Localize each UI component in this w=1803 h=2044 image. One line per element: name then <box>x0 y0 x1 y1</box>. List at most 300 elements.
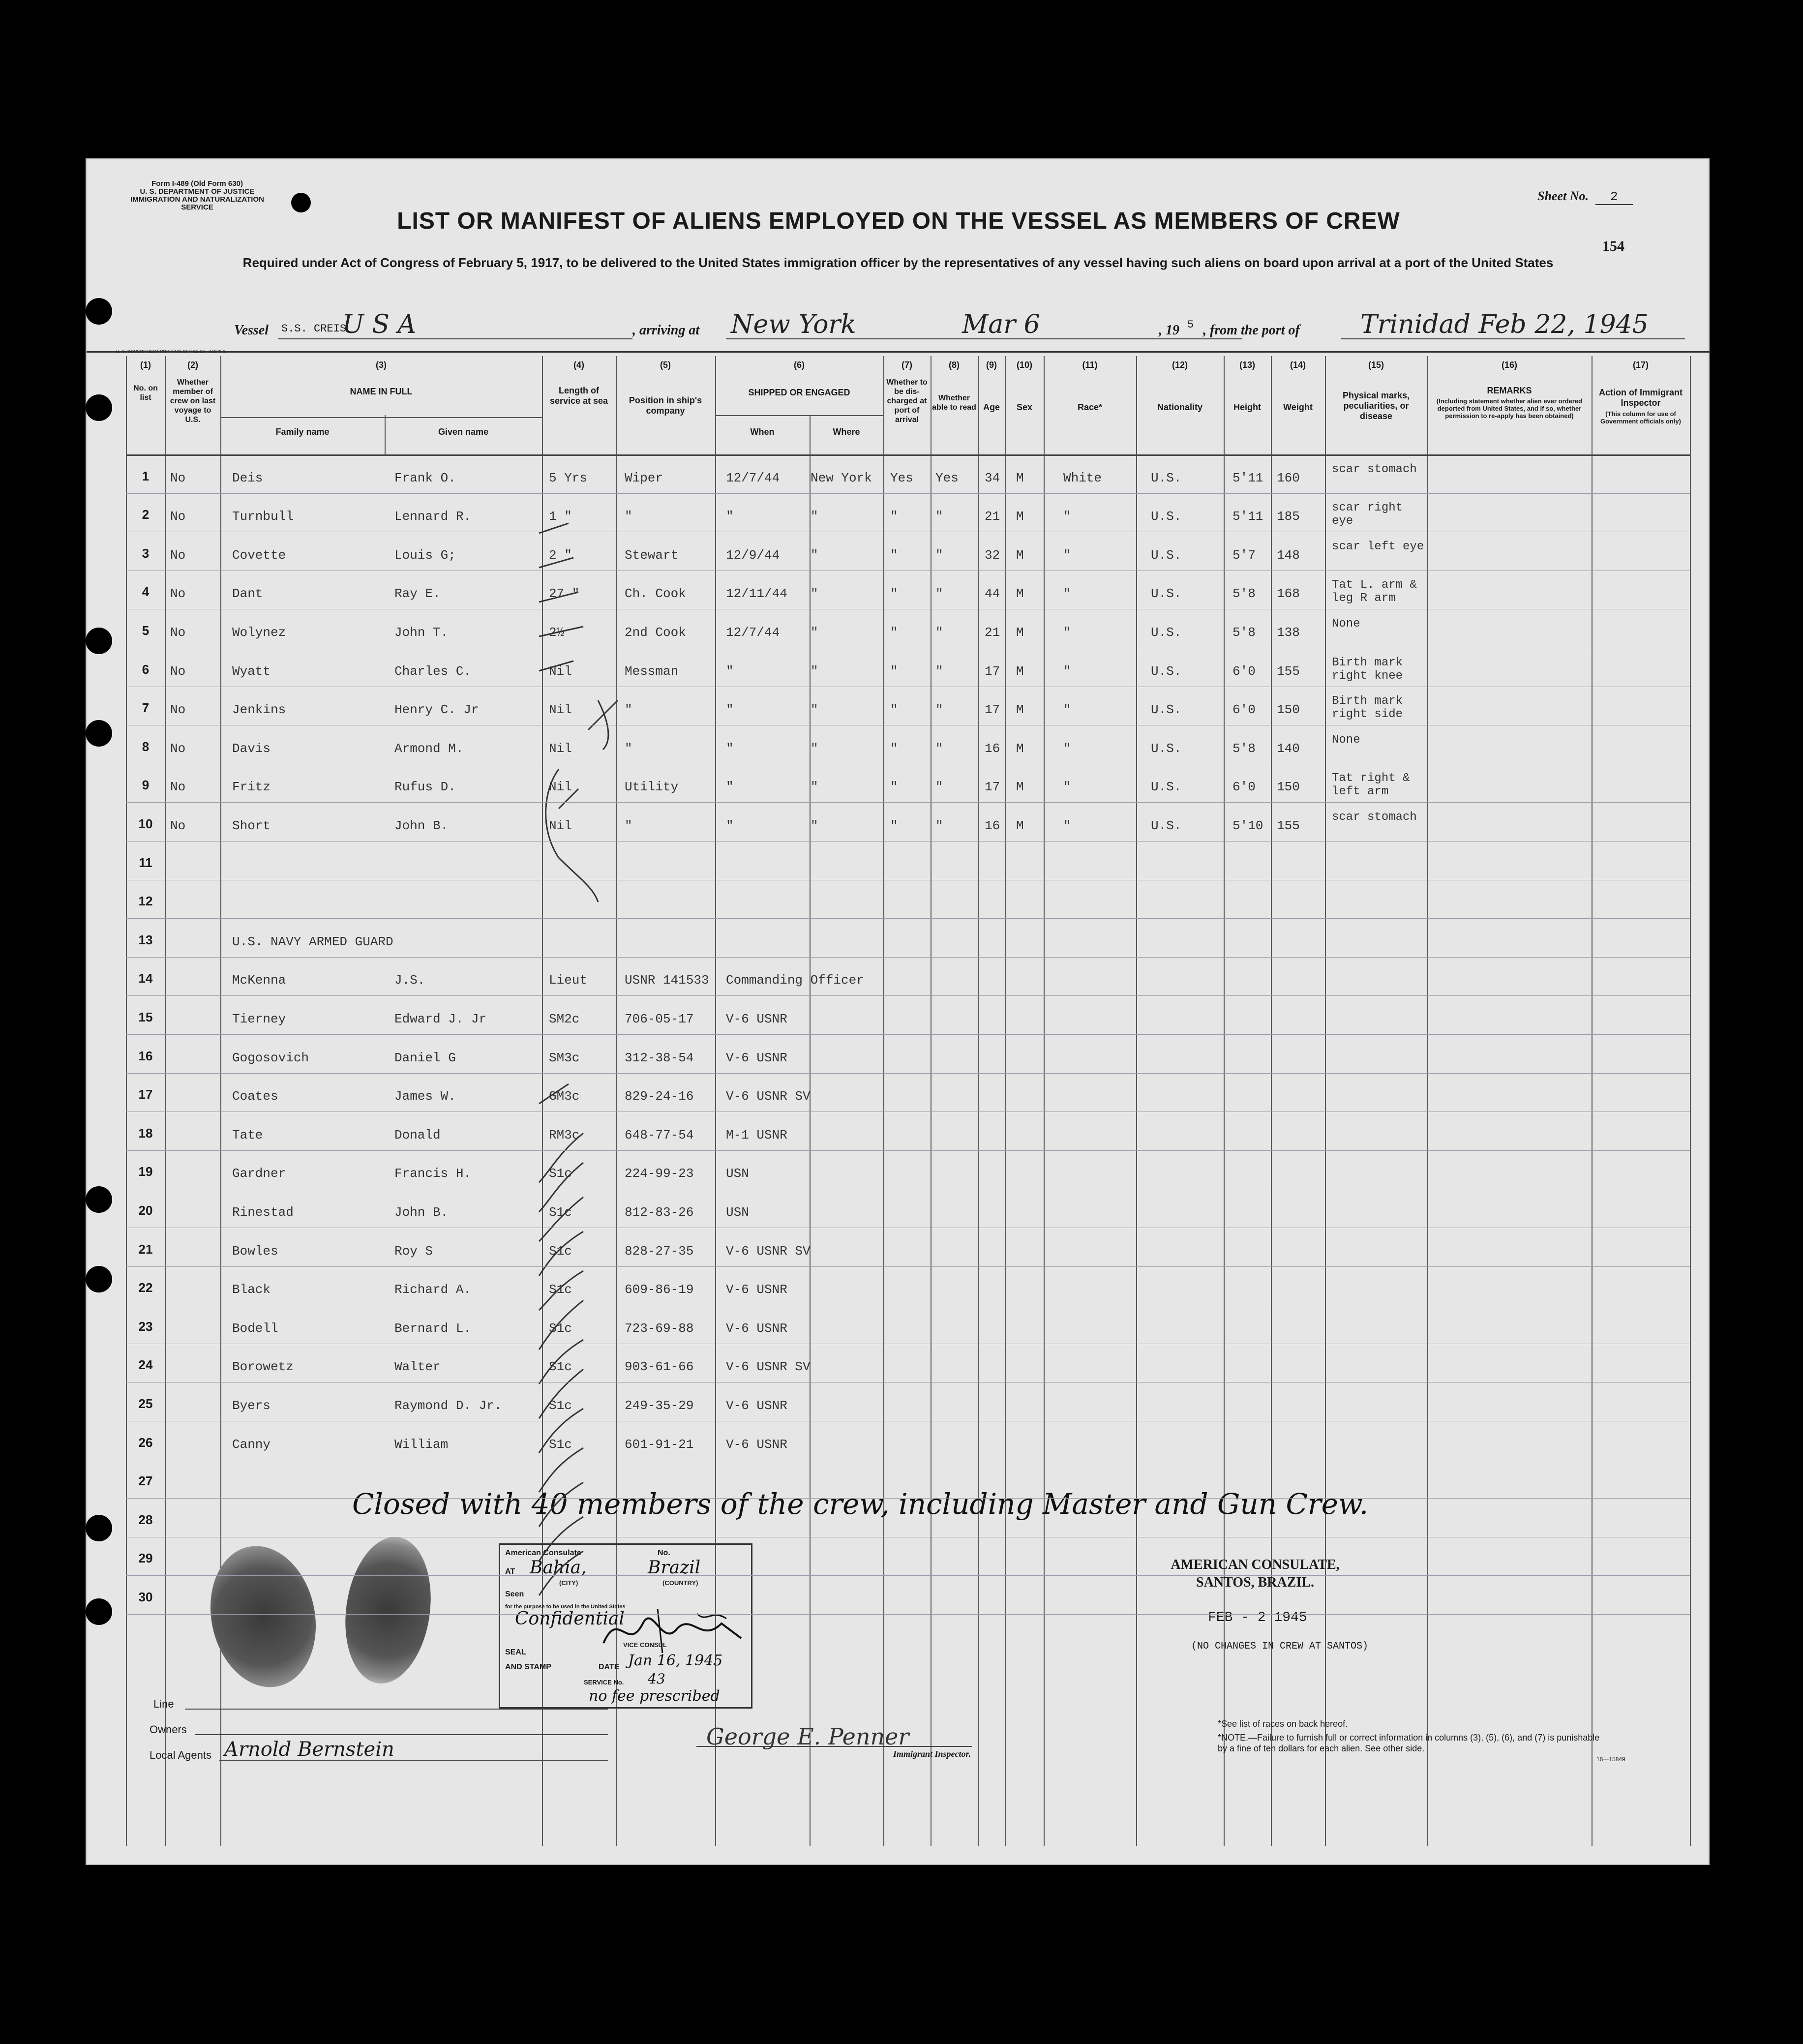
guard-rank: GM3c <box>549 1089 580 1104</box>
col-16-note: (Including statement whether alien ever ordered deported from United States, and if so, whether permission to re-apply has been obtained) <box>1436 397 1583 420</box>
guard-given: Roy S <box>394 1243 433 1259</box>
vessel-handwritten: U S A <box>342 310 417 339</box>
cell-family: Wyatt <box>232 663 271 679</box>
row-rule <box>126 1034 1690 1035</box>
row-rule <box>126 957 1690 958</box>
cell-family: Deis <box>232 470 263 485</box>
cell-age: 17 <box>985 780 1000 795</box>
cell-nat: U.S. <box>1151 509 1182 524</box>
row-rule <box>126 841 1690 842</box>
cell-family: Wolynez <box>232 625 286 640</box>
cell-last: No <box>170 586 186 601</box>
row-number: 26 <box>138 1435 153 1450</box>
cell-nat: U.S. <box>1151 663 1182 679</box>
guard-family: Canny <box>232 1437 271 1452</box>
punch-hole <box>86 298 112 325</box>
from-port: Trinidad Feb 22, 1945 <box>1360 310 1649 339</box>
cell-race: " <box>1063 780 1071 795</box>
cell-when: " <box>726 741 734 756</box>
row-rule <box>126 1614 1690 1615</box>
cell-marks: Birth mark right knee <box>1332 656 1403 683</box>
cell-age: 16 <box>985 818 1000 833</box>
cell-position: " <box>625 741 632 756</box>
row-number: 1 <box>142 468 150 483</box>
embossed-seal <box>198 1536 329 1697</box>
inspector-label: Immigrant Inspector. <box>893 1749 971 1759</box>
cell-age: 21 <box>985 625 1000 640</box>
owners-label: Owners <box>150 1723 187 1736</box>
cell-race: White <box>1063 470 1102 485</box>
cell-service: 1 " <box>549 509 572 524</box>
cell-service: 2 " <box>549 547 572 563</box>
guard-unit: V-6 USNR SV <box>726 1089 811 1104</box>
guard-family: Bodell <box>232 1321 278 1336</box>
row-number: 2 <box>142 507 150 522</box>
cell-last: No <box>170 470 186 485</box>
row-number: 13 <box>138 932 153 947</box>
col-13-header: Height <box>1233 402 1261 412</box>
col-17-note: (This column for use of Government officials only) <box>1600 410 1681 425</box>
col-6-header: SHIPPED OR ENGAGED <box>748 388 850 397</box>
vessel-label: Vessel <box>234 323 269 338</box>
col-1-header: No. on list <box>133 384 158 402</box>
cell-disch: " <box>890 625 898 640</box>
guard-rank: S1c <box>549 1166 572 1181</box>
cell-service: 27 " <box>549 586 580 601</box>
cell-given: Frank O. <box>394 470 456 485</box>
manifest-sheet <box>86 158 1710 1865</box>
cell-sex: M <box>1016 625 1024 640</box>
row-number: 14 <box>138 971 153 986</box>
cell-family: Covette <box>232 547 286 563</box>
col-11-header: Race* <box>1077 402 1103 412</box>
guard-family: Bowles <box>232 1243 278 1259</box>
guard-unit: V-6 USNR SV <box>726 1359 811 1375</box>
punch-hole <box>86 720 112 747</box>
guard-rank: S1c <box>549 1321 572 1336</box>
row-number: 3 <box>142 545 150 561</box>
cell-weight: 150 <box>1277 780 1300 795</box>
cell-service: Nil <box>549 818 572 833</box>
cell-family: Turnbull <box>232 509 294 524</box>
guard-given: Richard A. <box>394 1282 472 1297</box>
cell-nat: U.S. <box>1151 470 1182 485</box>
vessel-line <box>234 310 1690 341</box>
cell-family: Short <box>232 818 271 833</box>
cell-weight: 150 <box>1277 702 1300 718</box>
cell-where: " <box>811 509 818 524</box>
agents-value: Arnold Bernstein <box>224 1738 394 1761</box>
cell-last: No <box>170 818 186 833</box>
cell-sex: M <box>1016 741 1024 756</box>
row-rule <box>126 995 1690 996</box>
guard-number: 903-61-66 <box>625 1359 694 1375</box>
cell-service: 5 Yrs <box>549 470 588 485</box>
cell-disch: " <box>890 547 898 563</box>
consular-stamp: American Consulate No. AT Bahia, Brazil (CITY) (COUNTRY) Seen for the purpose to be used in the United States Confidential VICE CONSUL SEAL AND STAMP DATE Jan 16, 1945 SERVICE No. 43 no fee prescribed <box>499 1543 752 1709</box>
guard-given: Walter <box>394 1359 441 1375</box>
row-number: 18 <box>138 1125 153 1141</box>
cell-where: " <box>811 702 818 718</box>
cell-when: 12/9/44 <box>726 547 780 563</box>
cell-read: " <box>935 586 943 601</box>
col-4-number: (4) <box>573 360 584 370</box>
row-number: 27 <box>138 1473 153 1489</box>
inspector-signature: George E. Penner <box>706 1723 909 1750</box>
cell-height: 5'8 <box>1232 741 1256 756</box>
cell-last: No <box>170 780 186 795</box>
penalty-note: *NOTE.—Failure to furnish full or correct information in columns (3), (5), (6), and (7) is punishable by a fine of ten dollars for each alien. See other side. <box>1218 1733 1600 1753</box>
cell-position: Messman <box>625 663 679 679</box>
guard-given: Bernard L. <box>394 1321 472 1336</box>
cell-when: " <box>726 818 734 833</box>
row-number: 10 <box>138 816 153 831</box>
races-note: *See list of races on back hereof. <box>1218 1719 1348 1729</box>
cell-sex: M <box>1016 470 1024 485</box>
cell-when: 12/7/44 <box>726 625 780 640</box>
cell-sex: M <box>1016 586 1024 601</box>
guard-rank: SM3c <box>549 1050 580 1065</box>
cell-read: Yes <box>935 470 959 485</box>
col-12-header: Nationality <box>1157 402 1202 412</box>
form-number: 16—15849 <box>1596 1756 1625 1763</box>
santos-date: FEB - 2 1945 <box>1208 1610 1307 1625</box>
cell-disch: " <box>890 780 898 795</box>
guard-number: 812-83-26 <box>625 1205 694 1220</box>
punch-hole <box>86 1186 112 1213</box>
printer-note: U. S. GOVERNMENT PRINTING OFFICE 16—15849-1 <box>116 349 226 354</box>
cell-last: No <box>170 547 186 563</box>
row-number: 9 <box>142 778 150 793</box>
guard-rank: S1c <box>549 1359 572 1375</box>
cell-where: New York <box>811 470 872 485</box>
cell-last: No <box>170 741 186 756</box>
cell-nat: U.S. <box>1151 586 1182 601</box>
cell-nat: U.S. <box>1151 780 1182 795</box>
cell-when: " <box>726 509 734 524</box>
guard-family: Byers <box>232 1398 271 1413</box>
guard-unit: M-1 USNR <box>726 1127 787 1142</box>
cell-marks: Tat right & left arm <box>1332 772 1410 799</box>
col-2-number: (2) <box>187 360 198 370</box>
guard-given: James W. <box>394 1089 456 1104</box>
guard-unit: Commanding Officer <box>726 973 864 988</box>
cell-marks: scar stomach <box>1332 462 1417 476</box>
cell-service: Nil <box>549 741 572 756</box>
cell-weight: 148 <box>1277 547 1300 563</box>
row-number: 23 <box>138 1319 153 1334</box>
col-9-header: Age <box>983 402 1000 412</box>
guard-family: Gogosovich <box>232 1050 309 1065</box>
cell-position: Ch. Cook <box>625 586 686 601</box>
cell-when: 12/7/44 <box>726 470 780 485</box>
cell-nat: U.S. <box>1151 741 1182 756</box>
cell-sex: M <box>1016 702 1024 718</box>
guard-rank: S1c <box>549 1243 572 1259</box>
cell-family: Jenkins <box>232 702 286 718</box>
guard-family: McKenna <box>232 973 286 988</box>
guard-rank: RM3c <box>549 1127 580 1142</box>
col-12-number: (12) <box>1172 360 1188 370</box>
cell-race: " <box>1063 663 1071 679</box>
punch-hole <box>86 1598 112 1625</box>
col-6-number: (6) <box>794 360 805 370</box>
guard-given: Edward J. Jr <box>394 1012 487 1026</box>
sheet-number: Sheet No. 2 <box>1537 189 1633 204</box>
cell-read: " <box>935 663 943 679</box>
guard-unit: V-6 USNR <box>726 1437 787 1452</box>
row-number: 19 <box>138 1164 153 1179</box>
guard-number: 249-35-29 <box>625 1398 694 1413</box>
cell-given: Rufus D. <box>394 780 456 795</box>
cell-read: " <box>935 741 943 756</box>
cell-position: " <box>625 509 632 524</box>
cell-where: " <box>811 818 818 833</box>
col-17-header: Action of Immigrant Inspector <box>1599 388 1683 408</box>
cell-race: " <box>1063 625 1071 640</box>
cell-nat: U.S. <box>1151 702 1182 718</box>
cell-when: " <box>726 663 734 679</box>
closing-note: Closed with 40 members of the crew, including Master and Gun Crew. <box>352 1487 1369 1521</box>
cell-height: 5'10 <box>1232 818 1263 833</box>
cell-read: " <box>935 625 943 640</box>
cell-where: " <box>811 780 818 795</box>
col-5-number: (5) <box>660 360 671 370</box>
cell-given: Louis G; <box>394 547 456 563</box>
cell-height: 6'0 <box>1232 702 1256 718</box>
cell-read: " <box>935 509 943 524</box>
cell-given: Lennard R. <box>394 509 472 524</box>
col-13-number: (13) <box>1239 360 1255 370</box>
row-rule <box>126 1073 1690 1074</box>
cell-weight: 185 <box>1277 509 1300 524</box>
row-rule <box>126 1498 1690 1499</box>
guard-given: Donald <box>394 1127 441 1142</box>
guard-number: 601-91-21 <box>625 1437 694 1452</box>
cell-weight: 138 <box>1277 625 1300 640</box>
row-number: 15 <box>138 1010 153 1024</box>
cell-when: " <box>726 702 734 718</box>
guard-given: Francis H. <box>394 1166 472 1181</box>
cell-disch: " <box>890 702 898 718</box>
col-3-number: (3) <box>376 360 387 370</box>
col-5-header: Position in ship's company <box>629 395 702 416</box>
row-number: 4 <box>142 584 150 600</box>
row-number: 28 <box>138 1512 153 1527</box>
guard-unit: V-6 USNR SV <box>726 1243 811 1259</box>
cell-where: " <box>811 547 818 563</box>
row-number: 16 <box>138 1048 153 1063</box>
col-10-number: (10) <box>1016 360 1032 370</box>
cell-age: 16 <box>985 741 1000 756</box>
guard-number: 312-38-54 <box>625 1050 694 1065</box>
line-label: Line <box>153 1698 174 1710</box>
cell-disch: Yes <box>890 470 913 485</box>
cell-service: Nil <box>549 780 572 795</box>
cell-given: Henry C. Jr <box>394 702 479 718</box>
cell-sex: M <box>1016 663 1024 679</box>
row-number: 24 <box>138 1357 153 1373</box>
cell-position: " <box>625 818 632 833</box>
col-7-header: Whether to be dis-charged at port of arrival <box>886 378 928 424</box>
guard-rank: S1c <box>549 1437 572 1452</box>
cell-height: 5'11 <box>1232 509 1263 524</box>
cell-marks: scar left eye <box>1332 540 1424 553</box>
guard-number: 706-05-17 <box>625 1012 694 1026</box>
cell-marks: None <box>1332 617 1360 631</box>
cell-service: Nil <box>549 702 572 718</box>
row-number: 12 <box>138 894 153 909</box>
cell-last: No <box>170 663 186 679</box>
cell-position: Stewart <box>625 547 679 563</box>
guard-family: Rinestad <box>232 1205 294 1220</box>
cell-disch: " <box>890 663 898 679</box>
cell-position: Wiper <box>625 470 663 485</box>
guard-family: Coates <box>232 1089 278 1104</box>
guard-unit: USN <box>726 1205 749 1220</box>
row-number: 30 <box>138 1590 153 1604</box>
col-16-header: REMARKS <box>1487 386 1532 395</box>
row-number: 17 <box>138 1087 153 1102</box>
row-number: 8 <box>142 739 150 754</box>
cell-position: " <box>625 702 632 718</box>
row-number: 6 <box>142 661 150 677</box>
row-number: 21 <box>138 1241 153 1257</box>
guard-number: 648-77-54 <box>625 1127 694 1142</box>
cell-nat: U.S. <box>1151 818 1182 833</box>
cell-where: " <box>811 741 818 756</box>
row-rule <box>126 802 1690 803</box>
form-reference: Form I-489 (Old Form 630) U. S. DEPARTMENT OF JUSTICE IMMIGRATION AND NATURALIZATION SERVICE <box>130 180 264 211</box>
from-label: , from the port of <box>1203 323 1300 338</box>
row-rule <box>126 1575 1690 1576</box>
santos-note: (NO CHANGES IN CREW AT SANTOS) <box>1191 1641 1369 1652</box>
agents-label: Local Agents <box>150 1749 211 1761</box>
punch-hole <box>86 1515 112 1541</box>
header-rule <box>87 351 1711 353</box>
cell-sex: M <box>1016 547 1024 563</box>
embossed-seal <box>336 1532 440 1689</box>
guard-number: 224-99-23 <box>625 1166 694 1181</box>
guard-number: 609-86-19 <box>625 1282 694 1297</box>
punch-hole <box>86 1266 112 1293</box>
cell-service: Nil <box>549 663 572 679</box>
cell-family: Davis <box>232 741 271 756</box>
cell-family: Dant <box>232 586 263 601</box>
cell-disch: " <box>890 509 898 524</box>
cell-position: 2nd Cook <box>625 625 686 640</box>
col-6-where: Where <box>833 427 860 437</box>
guard-unit: V-6 USNR <box>726 1282 787 1297</box>
col-7-number: (7) <box>902 360 912 370</box>
document-title: LIST OR MANIFEST OF ALIENS EMPLOYED ON THE VESSEL AS MEMBERS OF CREW <box>397 208 1400 234</box>
col-14-header: Weight <box>1283 402 1313 412</box>
cell-age: 17 <box>985 702 1000 718</box>
cell-age: 21 <box>985 509 1000 524</box>
cell-age: 34 <box>985 470 1000 485</box>
cell-age: 32 <box>985 547 1000 563</box>
cell-given: John B. <box>394 818 449 833</box>
cell-where: " <box>811 586 818 601</box>
row-number: 29 <box>138 1551 153 1566</box>
cell-nat: U.S. <box>1151 625 1182 640</box>
col-8-header: Whether able to read <box>932 394 976 412</box>
cell-height: 5'7 <box>1232 547 1256 563</box>
cell-height: 5'8 <box>1232 625 1256 640</box>
cell-sex: M <box>1016 818 1024 833</box>
arrival-date: Mar 6 <box>962 310 1040 339</box>
guard-given: Raymond D. Jr. <box>394 1398 502 1413</box>
guard-given: J.S. <box>394 973 425 988</box>
row-rule <box>126 1266 1690 1267</box>
cell-nat: U.S. <box>1151 547 1182 563</box>
cell-race: " <box>1063 509 1071 524</box>
guard-number: USNR 141533 <box>625 973 709 988</box>
cell-marks: None <box>1332 733 1360 747</box>
cell-last: No <box>170 702 186 718</box>
guard-number: 828-27-35 <box>625 1243 694 1259</box>
cell-when: " <box>726 780 734 795</box>
cell-height: 5'8 <box>1232 586 1256 601</box>
cell-position: Utility <box>625 780 679 795</box>
cell-race: " <box>1063 818 1071 833</box>
cell-marks: scar right eye <box>1332 501 1403 528</box>
row-number: 25 <box>138 1396 153 1411</box>
cell-disch: " <box>890 818 898 833</box>
col-9-number: (9) <box>986 360 997 370</box>
guard-given: John B. <box>394 1205 449 1220</box>
cell-weight: 168 <box>1277 586 1300 601</box>
cell-given: Charles C. <box>394 663 472 679</box>
row-rule <box>126 1382 1690 1383</box>
guard-family: Tierney <box>232 1012 286 1026</box>
cell-height: 6'0 <box>1232 780 1256 795</box>
col-15-number: (15) <box>1368 360 1384 370</box>
cell-read: " <box>935 702 943 718</box>
cell-race: " <box>1063 741 1071 756</box>
cell-where: " <box>811 625 818 640</box>
cell-marks: Birth mark right side <box>1332 694 1403 721</box>
year-value: 5 <box>1187 319 1194 331</box>
cell-last: No <box>170 625 186 640</box>
col-11-number: (11) <box>1082 360 1098 370</box>
col-6-when: When <box>750 427 775 437</box>
guard-family: Gardner <box>232 1166 286 1181</box>
row-number: 5 <box>142 623 150 638</box>
guard-family: Black <box>232 1282 271 1297</box>
col-4-header: Length of service at sea <box>549 386 608 406</box>
row-number: 11 <box>139 855 152 870</box>
col-15-header: Physical marks, peculiarities, or disease <box>1342 391 1410 421</box>
cell-height: 6'0 <box>1232 663 1256 679</box>
cell-read: " <box>935 547 943 563</box>
cell-weight: 155 <box>1277 663 1300 679</box>
santos-consulate: AMERICAN CONSULATE, SANTOS, BRAZIL. <box>1171 1557 1340 1590</box>
vessel-typed: S.S. CREIS <box>281 323 347 335</box>
guard-rank: S1c <box>549 1398 572 1413</box>
guard-number: 723-69-88 <box>625 1321 694 1336</box>
year-prefix: , 19 <box>1159 323 1179 338</box>
col-14-number: (14) <box>1290 360 1306 370</box>
row-rule <box>126 493 1690 494</box>
guard-number: 829-24-16 <box>625 1089 694 1104</box>
cell-race: " <box>1063 547 1071 563</box>
cell-sex: M <box>1016 509 1024 524</box>
col-2-header: Whether member of crew on last voyage to U.S. <box>170 378 216 424</box>
cell-sex: M <box>1016 780 1024 795</box>
arriving-value: New York <box>731 310 856 339</box>
cell-weight: 155 <box>1277 818 1300 833</box>
